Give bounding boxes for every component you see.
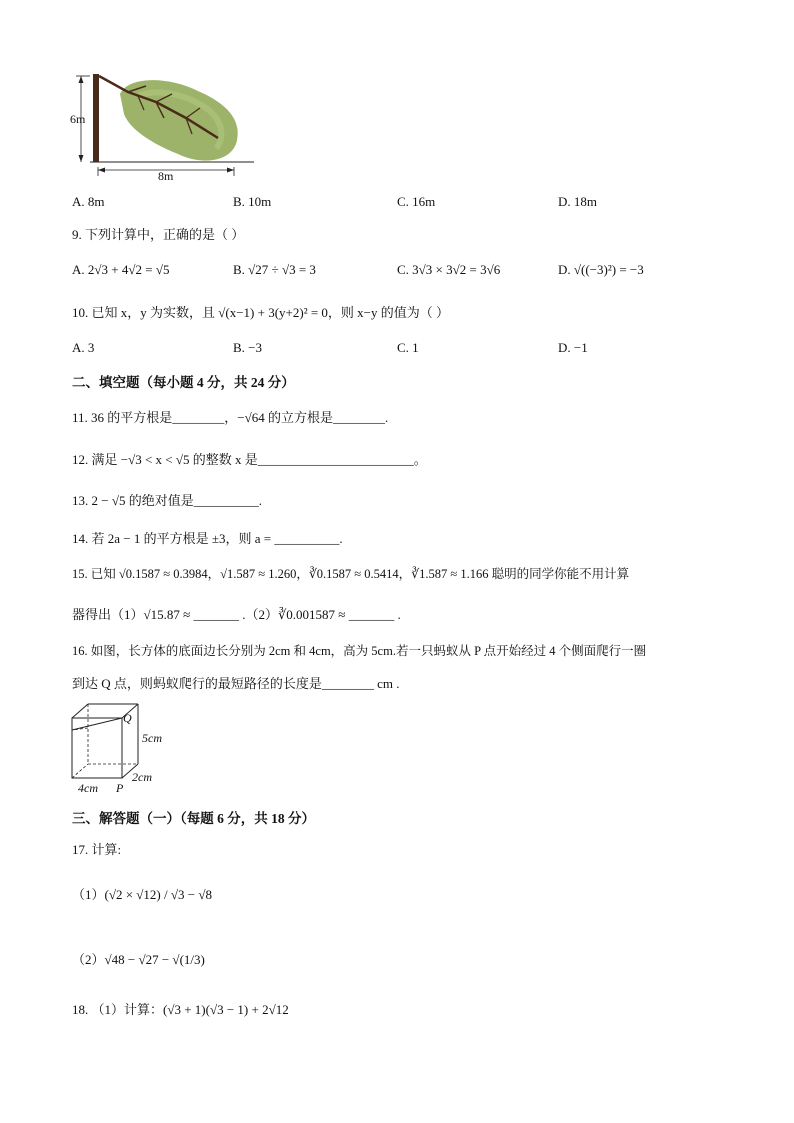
q14: 14. 若 2a − 1 的平方根是 ±3，则 a = __________. [72,531,343,546]
label-depth: 2cm [132,770,152,784]
section-3-heading: 三、解答题（一）（每题 6 分，共 18 分） [72,811,315,826]
tree-figure [68,66,268,182]
q8-option-b: B. 10m [233,194,272,209]
q9-option-b: B. √27 ÷ √3 = 3 [233,262,316,277]
q9-option-c: C. 3√3 × 3√2 = 3√6 [397,262,501,277]
q13: 13. 2 − √5 的绝对值是__________. [72,493,262,508]
section-2-heading: 二、填空题（每小题 4 分，共 24 分） [72,375,295,390]
width-label: 8m [158,169,174,182]
height-label: 6m [70,112,86,126]
label-width: 4cm [78,781,98,795]
q16-line-2: 到达 Q 点，则蚂蚁爬行的最短路径的长度是________ cm . [72,676,400,691]
cuboid-figure [66,700,176,796]
q10-option-b: B. −3 [233,340,263,355]
q17-part-1: （1）(√2 × √12) / √3 − √8 [72,887,212,902]
q9-option-d: D. √((−3)²) = −3 [558,262,644,277]
q17-stem: 17. 计算: [72,842,122,857]
label-q: Q [123,711,132,725]
q15-line-2: 器得出（1）√15.87 ≈ _______ .（2）∛0.001587 ≈ _______ . [72,607,401,622]
q15-line-1: 15. 已知 √0.1587 ≈ 0.3984，√1.587 ≈ 1.260，∛0.1587 ≈ 0.5414，∛1.587 ≈ 1.166 聪明的同学你能不用计算 [72,567,630,581]
q16-line-1: 16. 如图，长方体的底面边长分别为 2cm 和 4cm，高为 5cm.若一只蚂蚁从 P 点开始经过 4 个侧面爬行一圈 [72,644,647,658]
q8-option-c: C. 16m [397,194,436,209]
label-p: P [116,781,124,795]
q10-stem: 10. 已知 x，y 为实数，且 √(x−1) + 3(y+2)² = 0，则 x−y 的值为（ ） [72,305,450,320]
label-height: 5cm [142,731,162,745]
q10-option-c: C. 1 [397,340,419,355]
q8-option-d: D. 18m [558,194,597,209]
q10-option-a: A. 3 [72,340,95,355]
tree-trunk [93,74,99,162]
q9-option-a: A. 2√3 + 4√2 = √5 [72,262,170,277]
q10-option-d: D. −1 [558,340,588,355]
q11: 11. 36 的平方根是________，−√64 的立方根是________. [72,410,389,425]
q12: 12. 满足 −√3 < x < √5 的整数 x 是________________________。 [72,452,427,467]
q17-part-2: （2）√48 − √27 − √(1/3) [72,952,205,967]
q8-option-a: A. 8m [72,194,105,209]
q18: 18. （1）计算：(√3 + 1)(√3 − 1) + 2√12 [72,1002,289,1017]
q9-stem: 9. 下列计算中，正确的是（ ） [72,227,245,242]
